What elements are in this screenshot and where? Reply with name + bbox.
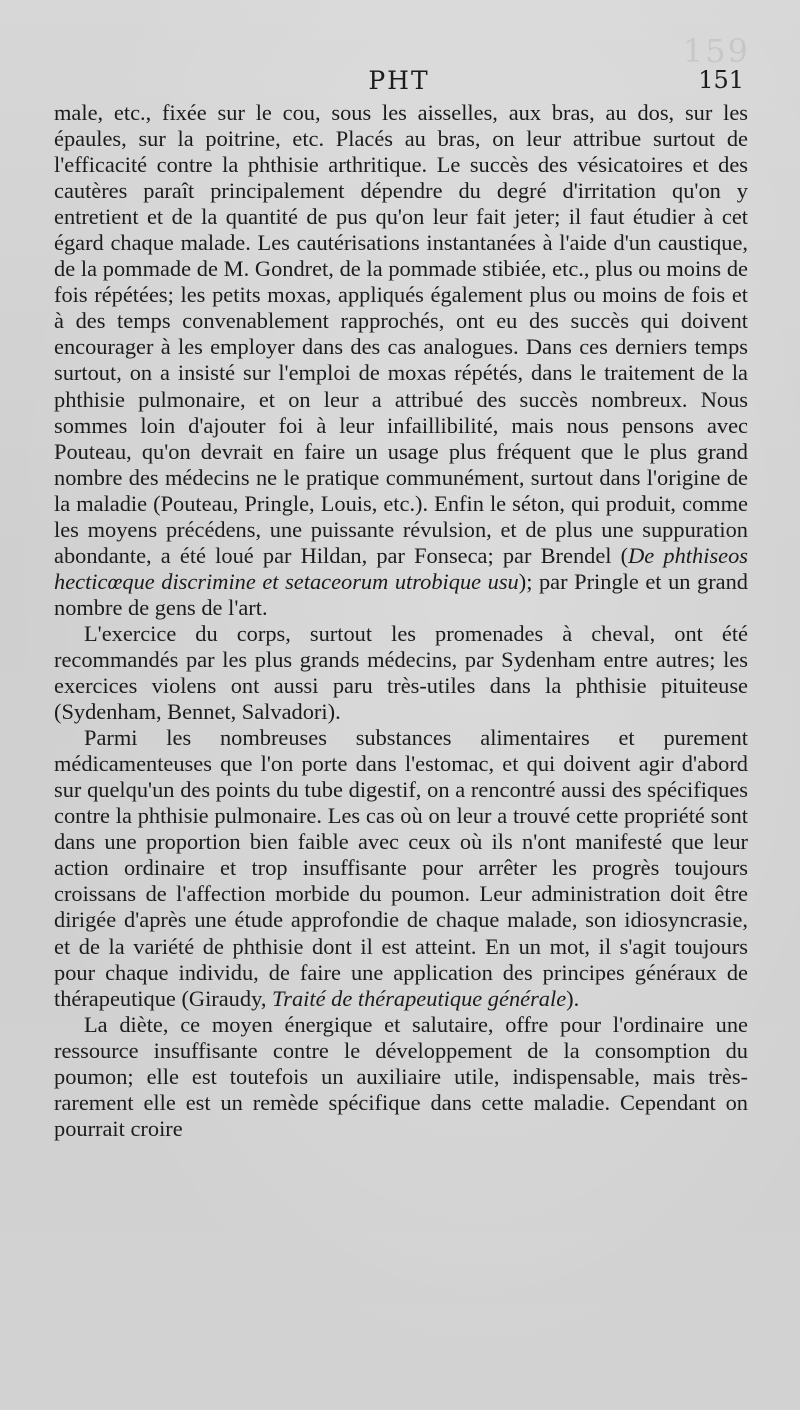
text-run: La diète, ce moyen énergique et salutaire, offre pour l'ordinaire une ressource insuffisante contre le développement de la consomption du poumon; elle est toutefois un auxiliaire utile, indispensable, mais très-rarement elle est un remède spécifique dans cette maladie. Cependant on pourrait croire xyxy=(54,1011,748,1141)
italic-title-run: De phthiseos hecticœque discrimine et setaceorum utrobique usu xyxy=(54,542,749,594)
text-run: male, etc., fixée sur le cou, sous les aisselles, aux bras, au dos, sur les épaules, sur la poitrine, etc. Placés au bras, on leur attribue surtout de l'efficacité contre la phthisie arthritique. Le succès des vésicatoires et des cautères paraît principalement dépendre du degré d'irritation qu'on y entretient et de la quantité de pus qu'on leur fait jeter; il faut étudier à cet égard chaque malade. Les cautérisations instantanées à l'aide d'un caustique, de la pommade de M. Gondret, de la pommade stibiée, etc., plus ou moins de fois répétées; les petits moxas, appliqués également plus ou moins de fois et à des temps convenablement rapprochés, ont eu des succès qui doivent encourager à les employer dans des cas analogues. Dans ces derniers temps surtout, on a insisté sur l'emploi de moxas répétés, dans le traitement de la phthisie pulmonaire, et on leur a attribué des succès nombreux. Nous sommes loin d'ajouter foi à leur infaillibilité, mais nous pensons avec Pouteau, qu'on devrait en faire un usage plus fréquent que le plus grand nombre des médecins ne le pratique communément, surtout dans l'origine de la maladie (Pouteau, Pringle, Louis, etc.). Enfin le séton, qui produit, comme les moyens précédens, une puissante révulsion, et de plus une suppuration abondante, a été loué par Hildan, par Fonseca; par Brendel ( xyxy=(54,100,748,568)
italic-title-run: Traité de thérapeutique générale xyxy=(272,985,567,1011)
paragraph xyxy=(54,621,748,725)
text-run: Parmi les nombreuses substances alimentaires et purement médicamenteuses que l'on porte dans l'estomac, et qui doivent agir d'abord sur quelqu'un des points du tube digestif, on a rencontré aussi des spécifiques contre la phthisie pulmonaire. Les cas où on leur a trouvé cette propriété sont dans une proportion bien faible avec ceux où ils n'ont manifesté que leur action ordinaire et trop insuffisante pour arrêter les progrès toujours croissans de l'affection morbide du poumon. Leur administration doit être dirigée d'après une étude approfondie de chaque malade, son idiosyncrasie, et de la variété de phthisie dont il est atteint. En un mot, il s'agit toujours pour chaque individu, de faire une application des principes généraux de thérapeutique (Giraudy, xyxy=(54,725,748,1011)
running-head xyxy=(54,66,744,102)
text-run: ). xyxy=(566,985,580,1011)
bleed-through-page-number: 159 xyxy=(682,32,750,70)
text-run: ); par Pringle et un grand nombre de gens de l'art. xyxy=(54,568,749,620)
body-text xyxy=(54,100,748,1142)
page-number: 151 xyxy=(698,66,744,94)
paragraph xyxy=(54,1012,748,1142)
text-run: L'exercice du corps, surtout les promenades à cheval, ont été recommandés par les plus grands médecins, par Sydenham entre autres; les exercices violens ont aussi paru très-utiles dans la phthisie pituiteuse (Sydenham, Bennet, Salvadori). xyxy=(54,620,748,725)
paragraph xyxy=(54,725,748,1012)
running-head-title: PHT xyxy=(368,66,430,95)
paragraph xyxy=(54,100,748,621)
